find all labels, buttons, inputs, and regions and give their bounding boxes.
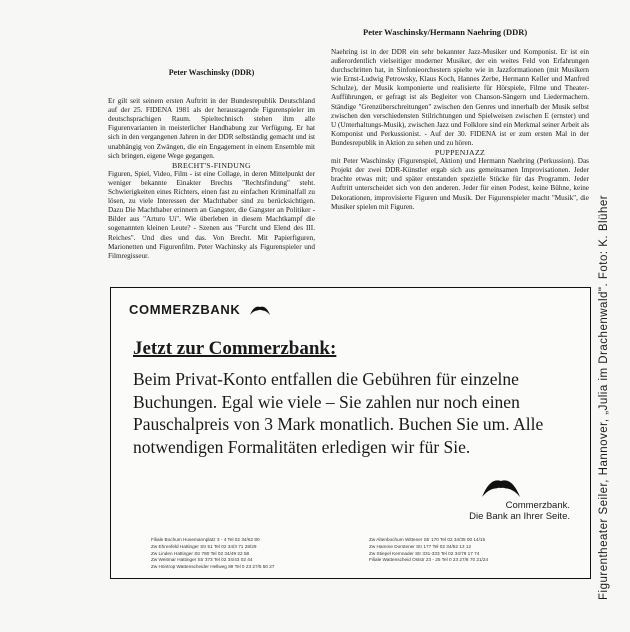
right-column [331,48,589,212]
branch-row [151,564,581,571]
intro-paragraph: Er gilt seit seinem ersten Auftritt in der Bundesrepublik Deutschland auf der 25. FIDENA 1981 als der herausragende Figurenspieler im deutschsprachigen Raum. Spieltechnisch stehen ihm alle Figurenvarianten in meisterlicher Handhabung zur Verfügung. Er hat sich in den vergangenen Jahren in der DDR selbständig gemacht und ist unabhängig von Zwängen, die ein Engagement in einem Ensemble mit sich bringen, eigene Wege gegangen. [108,97,315,160]
branch-entry: Zw Altenbochum Wittener Str 170 Tel 02 34/35 00 14/15 [369,537,486,542]
slogan-brand: Commerzbank. [505,500,570,511]
ad-headline: Jetzt zur Commerzbank: [133,338,337,359]
branch-entry: Zw Weitmar Hattinger Str 373 Tel 02 34/43 02 44 [151,557,253,563]
author-heading: Peter Waschinsky (DDR) [168,68,255,77]
slogan-text: Die Bank an Ihrer Seite. [469,511,570,522]
section-heading-puppenjazz: PUPPENJAZZ [434,148,486,158]
branch-entry: Zw Hamme Dorstener Str 177 Tel 02 34/52 13 12 [369,543,472,549]
branch-list [151,537,581,571]
section-heading-brecht: BRECHT'S-FINDUNG [172,160,251,170]
ad-body-text: Beim Privat-Konto entfallen die Gebühren für einzelne Buchungen. Egal wie viele – Sie zahlen nur noch einen Pauschalpreis von 3 Mark monatlich. Buchen Sie um. Alle notwendigen Formalitäten erledigen wir für Sie. [133,369,544,457]
branch-entry: Zw Höntrop Wattenscheider Hellweg 89 Tel 0 23 27/5 50 27 [151,564,275,570]
commerzbank-logo-icon-large [481,476,521,498]
branch-entry: Zw Linden Hattinger Str 780 Tel 02 34/49 22 58 [151,550,250,556]
puppenjazz-paragraph: mit Peter Waschinsky (Figurenspiel, Aktion) und Hermann Naehring (Perkussion). Das Projekt der zwei DDR-Künstler ergab sich aus gemeinsamen Improvisationen. Jeder brachte etwas mit; und später entstanden spezielle Stücke für das Programm. Jeder Auftritt unterscheidet sich von den anderen. Jeder für einen Podest, keine Bühne, keine Dekorationen, improvisierte Figuren und Musik. Der Figurenspieler macht "Musik", die Musiker spielen mit Figuren. [331,157,589,211]
page-header: Peter Waschinsky/Hermann Naehring (DDR) [363,27,528,37]
branch-row [151,557,581,564]
photo-credit: Figurentheater Seiler, Hannover, „Julia im Drachenwald". Foto: K. Blüher [598,194,610,600]
left-column [108,46,315,261]
branch-entry: Zw Ehrenfeld Hattinger Str 51 Tel 02 34/3 71 28/29 [151,543,257,549]
branch-entry: Filiale Wattenscheid Oststr 23 - 25 Tel 0 23 27/8 70 21/24 [369,557,489,563]
commerzbank-logo-icon [249,304,271,316]
brand-name: COMMERZBANK [129,302,241,317]
branch-entry: Filiale Bochum Husemannplatz 3 - 4 Tel 02 34/62 80 [151,537,260,542]
branch-row [151,551,581,558]
ad-slogan [469,500,570,522]
branch-row [151,544,581,551]
branch-row [151,537,581,544]
naehring-paragraph: Naehring ist in der DDR ein sehr bekannter Jazz-Musiker und Komponist. Er ist ein außerordentlich vielseitiger moderner Musiker, der ein weites Feld von Erfahrungen durchschritten hat, in Sinfonieorchestern spielte wie in Jazzformationen (mit Musikern wie Ernst-Ludwig Petrowsky, Klaus Koch, Hannes Zerbe, Hermann Keller und Manfred Schulze), der Musik komponierte und realisierte für Hörspiele, Filme und Theater-Aufführungen, er gefragt ist als Begleiter von Chanson-Sängern und Liedermachern. Ständige "Grenzüberschreitungen" zwischen den Genres und innerhalb der Musik selbst zwischen den verschiedensten Stilrichtungen und Spielweisen zwischen E (ernster) und U (Unterhaltungs-Musik), zwischen Jazz und Folklore sind ein Merkmal seiner Arbeit als Komponist und Perkussionist. - Auf der 30. FIDENA ist er zum ersten Mal in der Bundesrepublik in Aktion zu sehen und zu hören. [331,48,589,147]
commerzbank-advertisement [110,287,591,579]
brecht-paragraph: Figuren, Spiel, Video, Film - ist eine Collage, in deren Mittelpunkt der weniger bekannte Einakter Brechts "Rechtsfindung" steht. Schwierigkeiten eines Richters, einen fast zu einfachen Kriminalfall zu lösen, zu viele Interessen der Machthaber sind zu berücksichtigen. Dazu Die Machthaber erinnern an Gangster, die Gangster an Politiker - Bilder aus "Arturo Ui". Wie überleben in diesem Machtkampf die sogenannten kleinen Leute? - Szenen aus "Furcht und Elend des III. Reiches". Und dies und das. Von Brecht. Mit Papierfiguren, Marionetten und Figurenfilm. Peter Wachinsky als Figurenspieler und Filmregisseur. [108,169,315,260]
ad-brand [129,302,271,317]
branch-entry: Zw Stiepel Kemnader Str 331-333 Tel 02 34/79 17 74 [369,550,480,556]
